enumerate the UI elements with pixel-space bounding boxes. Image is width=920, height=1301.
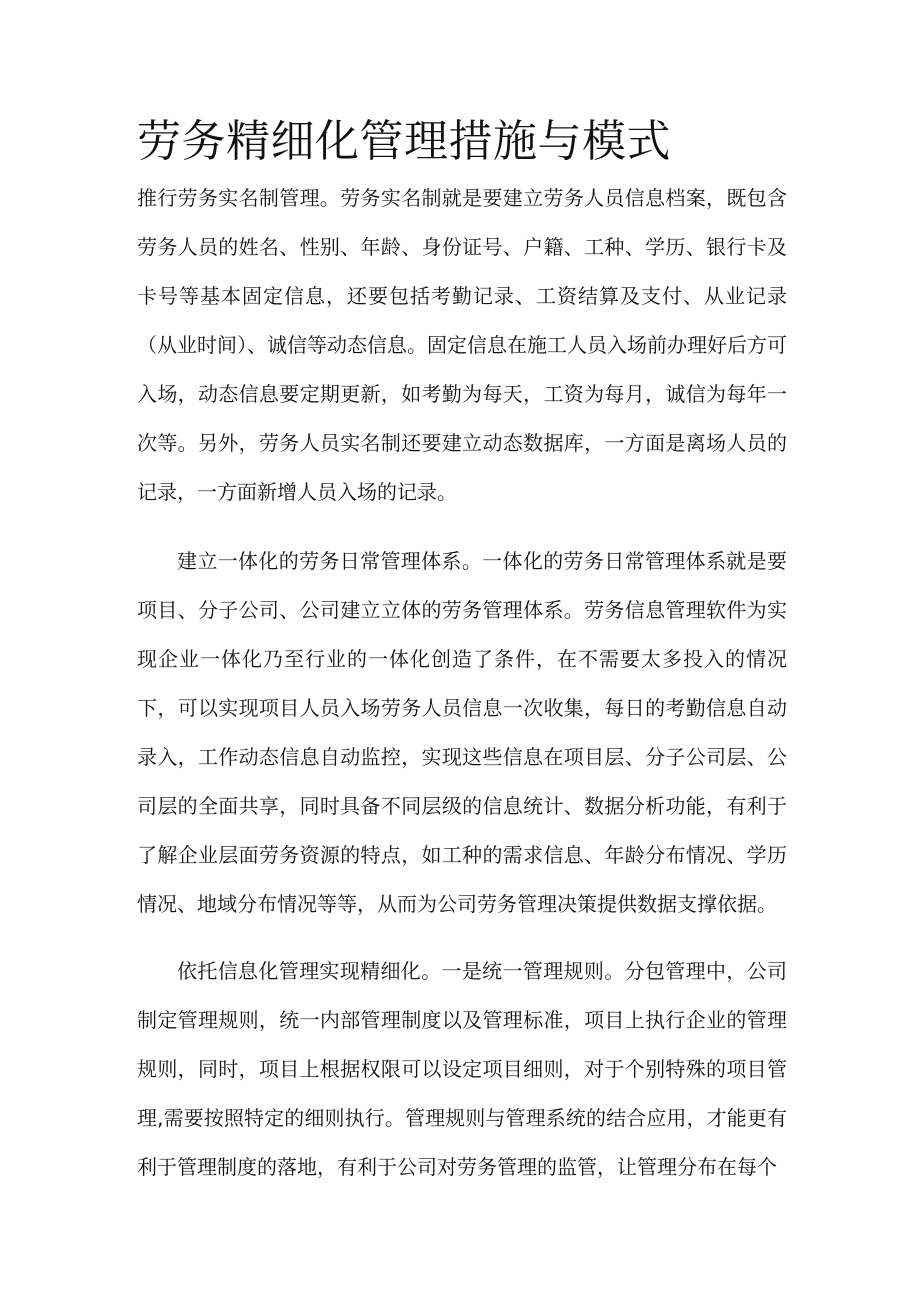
document-title: 劳务精细化管理措施与模式 (137, 116, 671, 167)
paragraph-integrated-management-system: 建立一体化的劳务日常管理体系。一体化的劳务日常管理体系就是要项目、分子公司、公司建立立体的劳务管理体系。劳务信息管理软件为实现企业一体化乃至行业的一体化创造了条件，在不需要太多投入的情况下，可以实现项目人员入场劳务人员信息一次收集，每日的考勤信息自动录入，工作动态信息自动监控，实现这些信息在项目层、分子公司层、公司层的全面共享，同时具备不同层级的信息统计、数据分析功能，有利于了解企业层面劳务资源的特点，如工种的需求信息、年龄分布情况、学历情况、地域分布情况等等，从而为公司劳务管理决策提供数据支撑依据。 (137, 549, 787, 916)
paragraph-real-name-management: 推行劳务实名制管理。劳务实名制就是要建立劳务人员信息档案，既包含劳务人员的姓名、性别、年龄、身份证号、户籍、工种、学历、银行卡及卡号等基本固定信息，还要包括考勤记录、工资结算及支付、从业记录（从业时间）、诚信等动态信息。固定信息在施工人员入场前办理好后方可入场，动态信息要定期更新，如考勤为每天，工资为每月，诚信为每年一次等。另外，劳务人员实名制还要建立动态数据库，一方面是离场人员的记录，一方面新增人员入场的记录。 (137, 186, 787, 504)
paragraph-informatization-refinement: 依托信息化管理实现精细化。一是统一管理规则。分包管理中，公司制定管理规则，统一内部管理制度以及管理标准，项目上执行企业的管理规则，同时，项目上根据权限可以设定项目细则，对于个别特殊的项目管理,需要按照特定的细则执行。管理规则与管理系统的结合应用，才能更有利于管理制度的落地，有利于公司对劳务管理的监管，让管理分布在每个 (137, 959, 787, 1179)
